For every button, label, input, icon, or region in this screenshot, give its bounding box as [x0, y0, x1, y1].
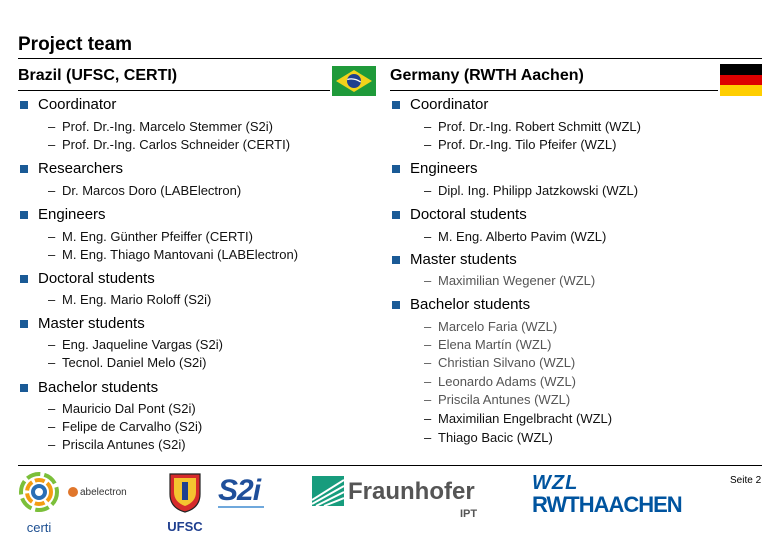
brazil-section-master: Master students — [20, 315, 145, 332]
brazil-section-doctoral: Doctoral students — [20, 270, 155, 287]
list-item: – Maximilian Engelbracht (WZL) — [424, 411, 613, 426]
page-number: Seite 2 — [730, 475, 762, 486]
bullet-icon — [392, 256, 400, 264]
germany-section-master: Master students — [392, 251, 517, 268]
germany-section-engineers: Engineers — [392, 160, 478, 177]
list-item: – M. Eng. Mario Roloff (S2i) — [48, 292, 212, 307]
bullet-icon — [20, 211, 28, 219]
brazil-heading-divider — [18, 90, 330, 91]
bullet-icon — [392, 211, 400, 219]
list-item: – Christian Silvano (WZL) — [424, 355, 576, 370]
certi-logo: certi — [14, 470, 64, 532]
bullet-icon — [20, 384, 28, 392]
germany-section-coordinator: Coordinator — [392, 96, 488, 113]
bullet-icon — [20, 101, 28, 109]
list-item: – Prof. Dr.-Ing. Carlos Schneider (CERTI) — [48, 137, 291, 152]
list-item: – Mauricio Dal Pont (S2i) — [48, 401, 196, 416]
bullet-icon — [392, 165, 400, 173]
list-item: – M. Eng. Thiago Mantovani (LABElectron) — [48, 247, 299, 262]
list-item: – Dipl. Ing. Philipp Jatzkowski (WZL) — [424, 183, 639, 198]
title-divider — [18, 58, 762, 59]
list-item: – Eng. Jaqueline Vargas (S2i) — [48, 337, 223, 352]
brazil-section-researchers: Researchers — [20, 160, 123, 177]
brazil-heading: Brazil (UFSC, CERTI) — [18, 67, 178, 84]
fraunhofer-logo: Fraunhofer IPT — [312, 474, 482, 524]
germany-section-doctoral: Doctoral students — [392, 206, 527, 223]
brazil-section-engineers: Engineers — [20, 206, 106, 223]
list-item: – Dr. Marcos Doro (LABElectron) — [48, 183, 242, 198]
list-item: – M. Eng. Alberto Pavim (WZL) — [424, 229, 607, 244]
list-item: – Priscila Antunes (WZL) — [424, 392, 571, 407]
brazil-flag-icon — [332, 66, 376, 96]
s2i-logo: S2i — [218, 474, 274, 518]
list-item: – Maximilian Wegener (WZL) — [424, 273, 596, 288]
list-item: – Leonardo Adams (WZL) — [424, 374, 577, 389]
list-item: – M. Eng. Günther Pfeiffer (CERTI) — [48, 229, 253, 244]
list-item: – Prof. Dr.-Ing. Marcelo Stemmer (S2i) — [48, 119, 273, 134]
wzl-rwth-logo: WZL RWTHAACHEN — [532, 472, 682, 517]
germany-section-bachelor: Bachelor students — [392, 296, 530, 313]
brazil-section-coordinator: Coordinator — [20, 96, 116, 113]
list-item: – Priscila Antunes (S2i) — [48, 437, 186, 452]
list-item: – Marcelo Faria (WZL) — [424, 319, 558, 334]
bullet-icon — [392, 301, 400, 309]
fraunhofer-mark-icon — [312, 476, 344, 506]
bullet-icon — [20, 320, 28, 328]
bullet-icon — [392, 101, 400, 109]
germany-heading-divider — [390, 90, 718, 91]
list-item: – Elena Martín (WZL) — [424, 337, 552, 352]
list-item: – Felipe de Carvalho (S2i) — [48, 419, 203, 434]
labelectron-logo: abelectron — [68, 482, 132, 502]
page-title: Project team — [18, 34, 133, 55]
list-item: – Thiago Bacic (WZL) — [424, 430, 553, 445]
certi-logo-icon — [14, 470, 64, 514]
brazil-section-bachelor: Bachelor students — [20, 379, 158, 396]
footer-divider — [18, 465, 762, 466]
bullet-icon — [20, 165, 28, 173]
list-item: – Tecnol. Daniel Melo (S2i) — [48, 355, 207, 370]
labelectron-dot-icon — [68, 487, 78, 497]
ufsc-logo: UFSC — [160, 470, 210, 534]
germany-flag-icon — [720, 64, 762, 96]
germany-heading: Germany (RWTH Aachen) — [390, 67, 584, 84]
bullet-icon — [20, 275, 28, 283]
list-item: – Prof. Dr.-Ing. Tilo Pfeifer (WZL) — [424, 137, 617, 152]
list-item: – Prof. Dr.-Ing. Robert Schmitt (WZL) — [424, 119, 641, 134]
ufsc-crest-icon — [160, 470, 210, 514]
